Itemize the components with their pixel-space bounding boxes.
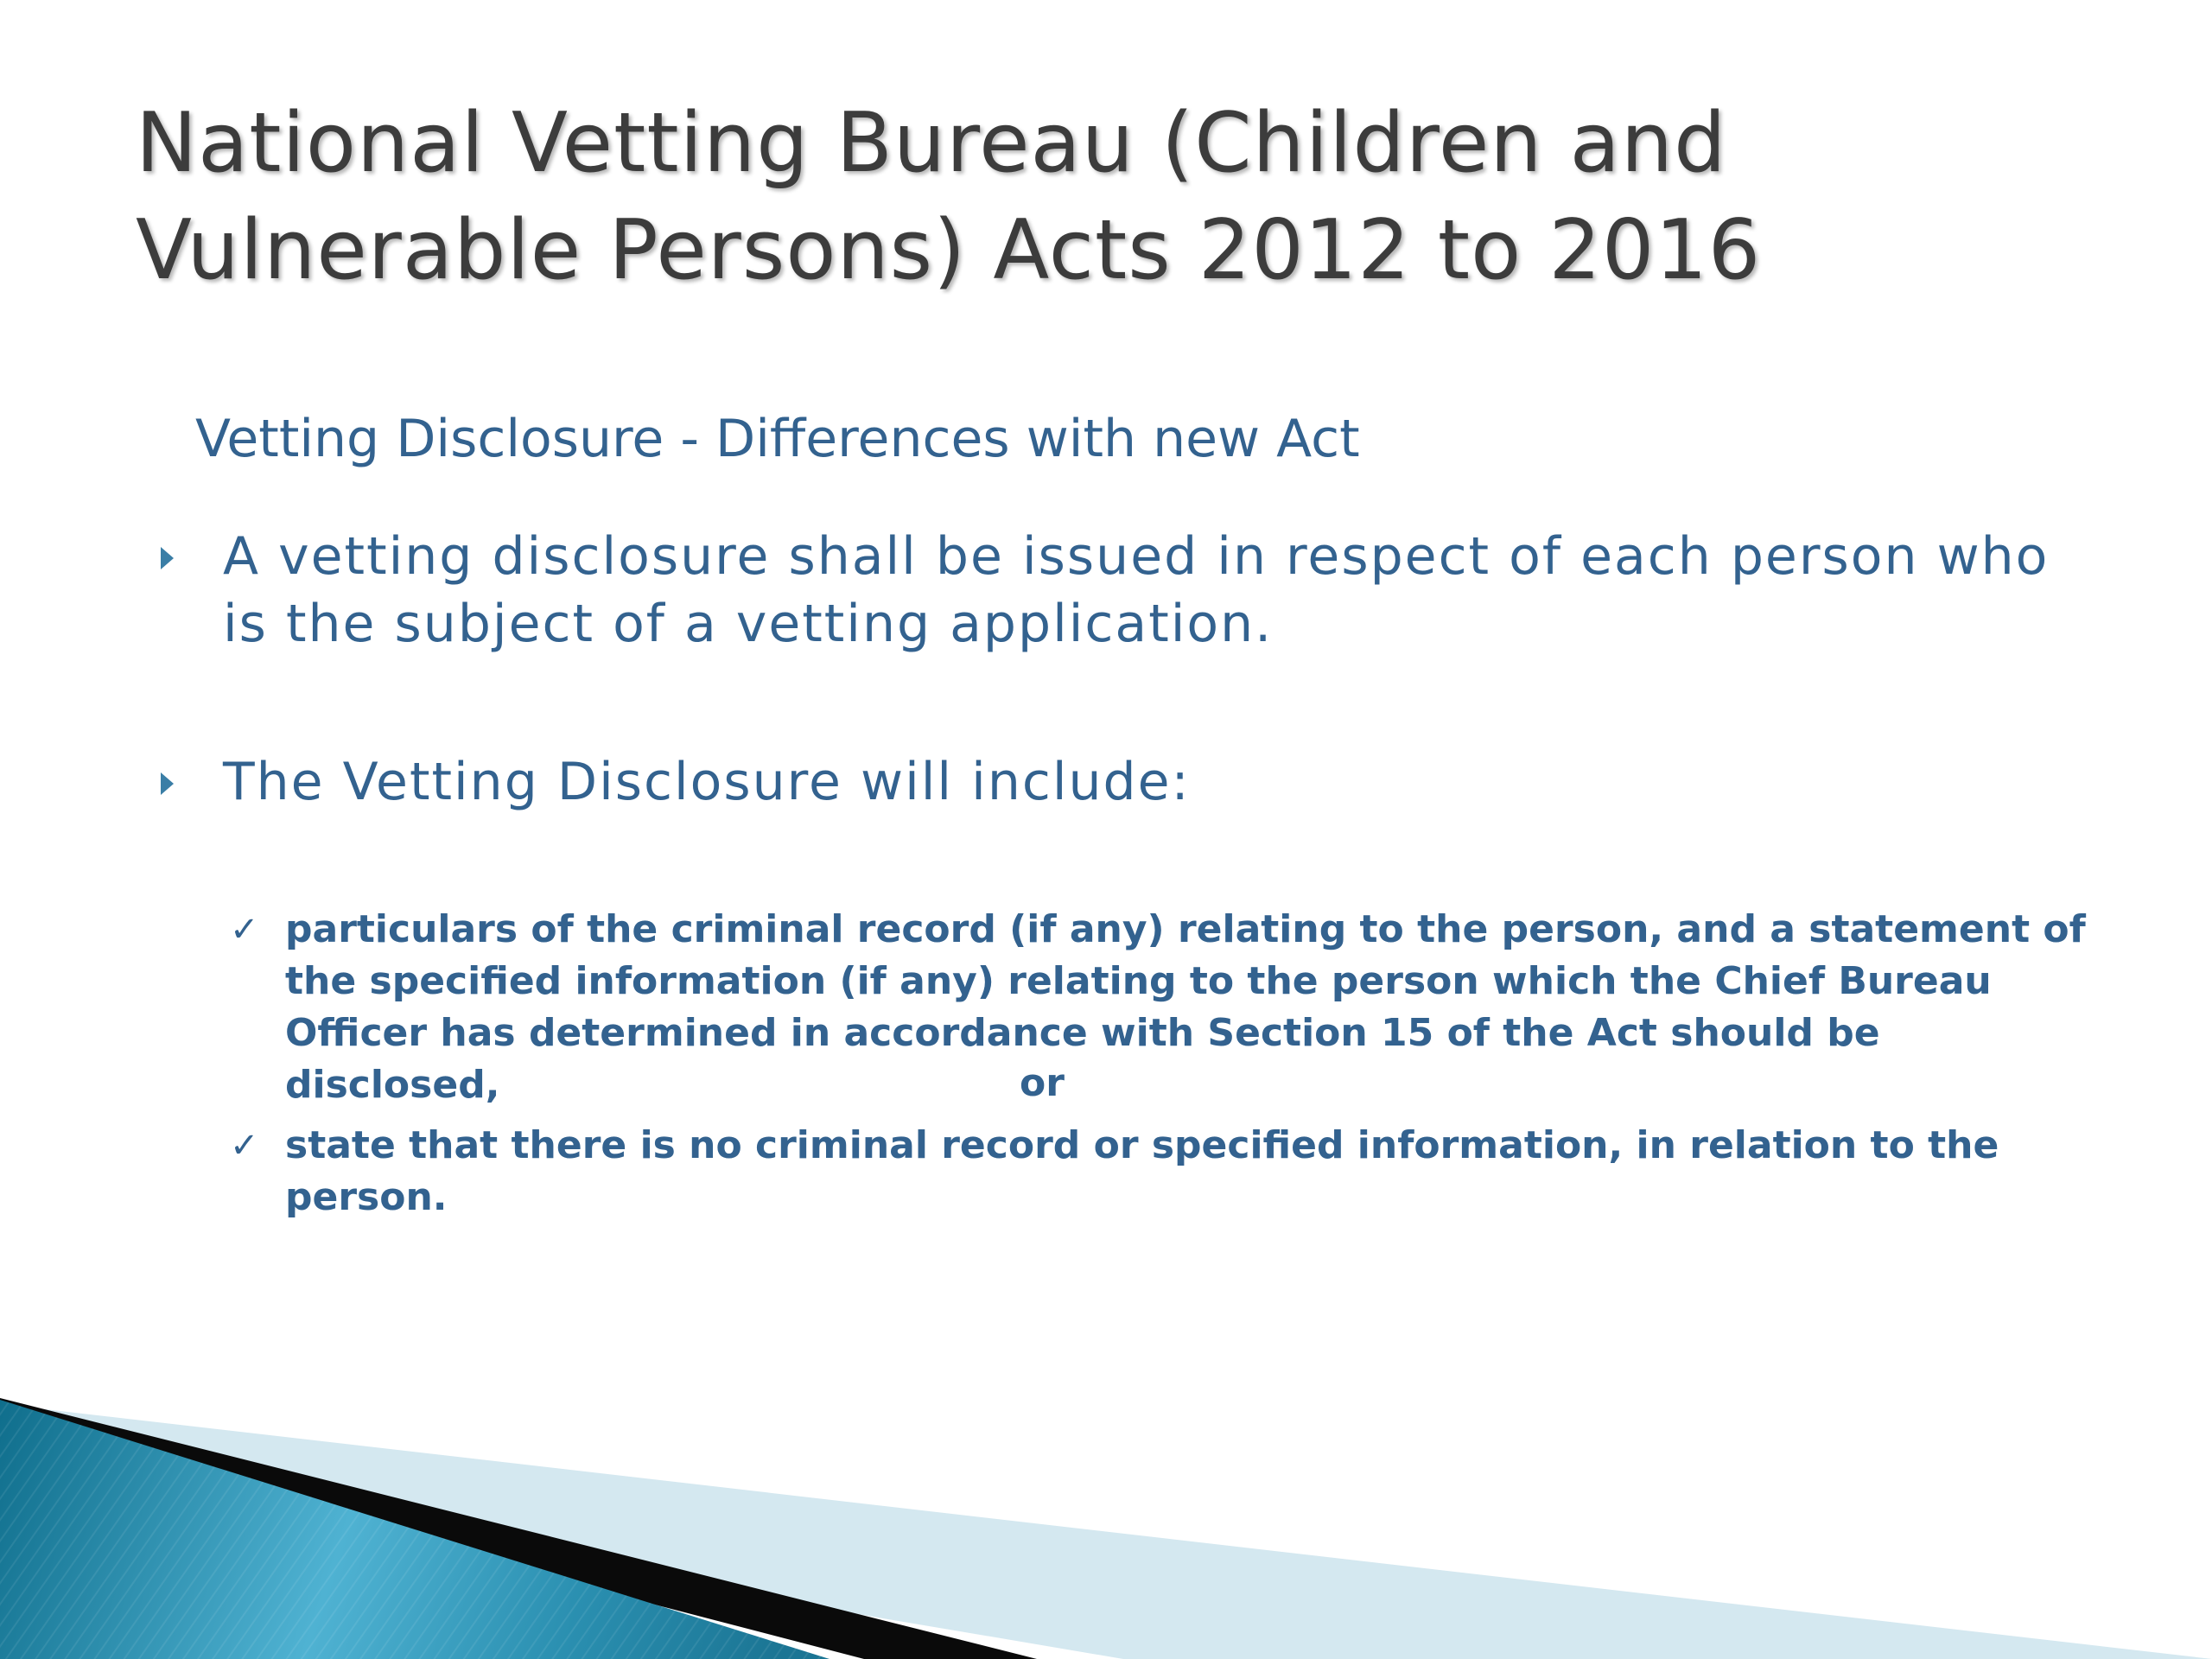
bullet-text-2: The Vetting Disclosure will include: xyxy=(223,752,1191,812)
checkmark-icon: ✓ xyxy=(230,1126,259,1166)
slide-subtitle: Vetting Disclosure - Differences with new Act xyxy=(195,409,1360,469)
or-separator: or xyxy=(1020,1061,1065,1105)
sub-item-text-2: state that there is no criminal record or specified information, in relation to the person. xyxy=(285,1123,1999,1219)
title-line-2: Vulnerable Persons) Acts 2012 to 2016 xyxy=(136,203,1762,298)
sub-item-text-1: particulars of the criminal record (if any) relating to the person, and a statement of the specified information (if any) relating to the person which the Chief Bureau Officer has determined in accordance with Section 15 of the Act should be disclosed, xyxy=(285,907,2086,1107)
title-line-1: National Vetting Bureau (Children and xyxy=(136,96,1727,191)
bullet-text-1: A vetting disclosure shall be issued in respect of each person who is the subject of a vetting application. xyxy=(223,526,2050,654)
checkmark-icon: ✓ xyxy=(230,910,259,950)
